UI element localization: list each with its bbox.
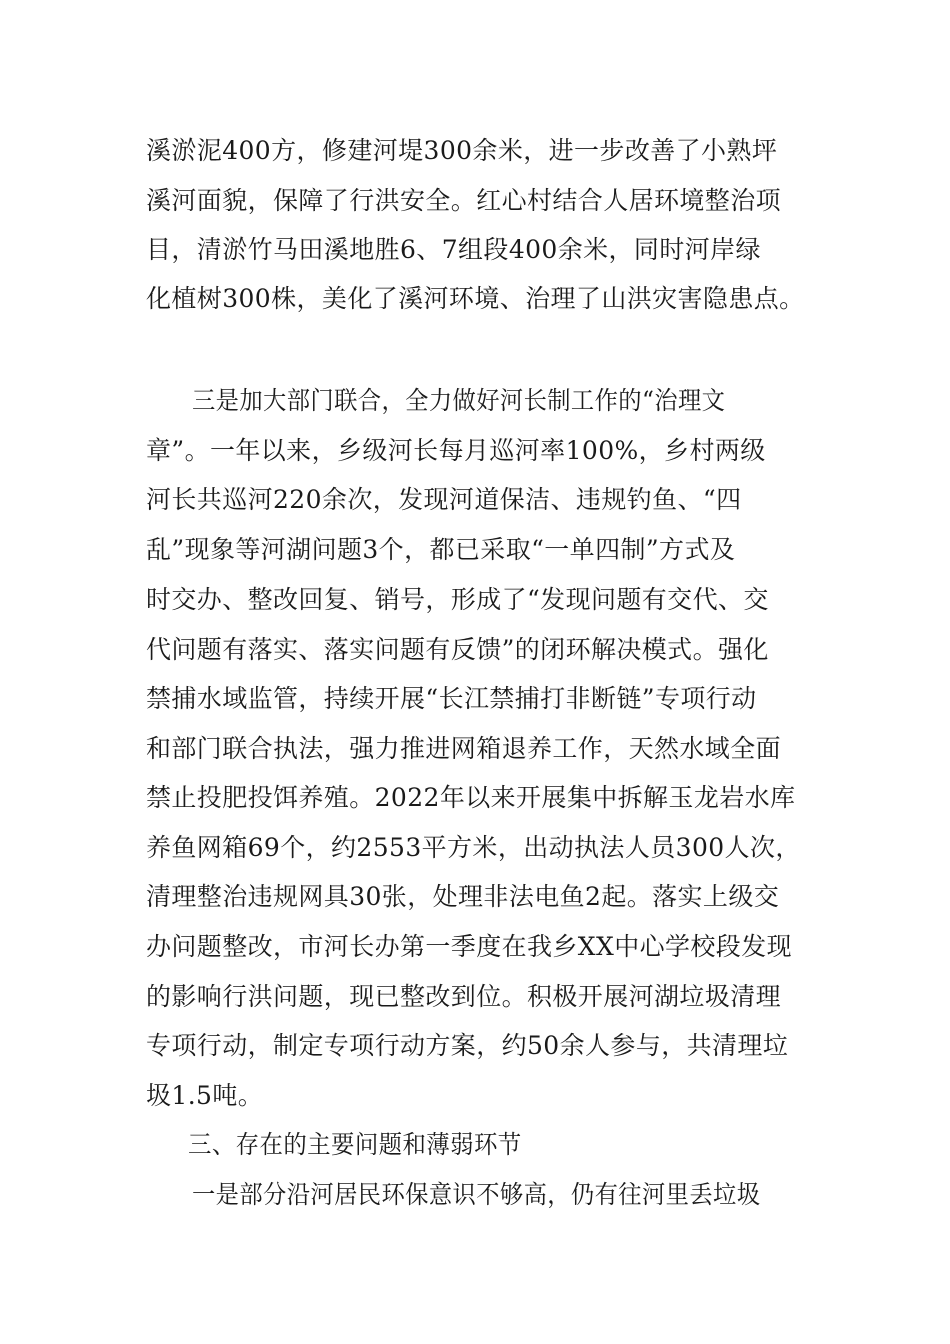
paragraph-1-line: 目，清淤竹马田溪地胜6、7组段400余米，同时河岸绿: [146, 235, 761, 264]
paragraph-2-line: 专项行动，制定专项行动方案，约50余人参与，共清理垃: [146, 1031, 789, 1060]
paragraph-2-line: 三是加大部门联合，全力做好河长制工作的“治理文: [192, 386, 726, 415]
paragraph-2-line: 办问题整改，市河长办第一季度在我乡XX中心学校段发现: [146, 932, 792, 961]
paragraph-1-line: 溪河面貌，保障了行洪安全。红心村结合人居环境整治项: [146, 186, 782, 215]
paragraph-3-line: 一是部分沿河居民环保意识不够高，仍有往河里丢垃圾: [192, 1180, 761, 1209]
paragraph-2-line: 时交办、整改回复、销号，形成了“发现问题有交代、交: [146, 585, 769, 614]
paragraph-2-line: 河长共巡河220余次，发现河道保洁、违规钓鱼、“四: [146, 485, 742, 514]
paragraph-2-line: 禁止投肥投饵养殖。2022年以来开展集中拆解玉龙岩水库: [146, 783, 796, 812]
paragraph-2-line: 清理整治违规网具30张，处理非法电鱼2起。落实上级交: [146, 882, 780, 911]
paragraph-2-line: 章”。一年以来，乡级河长每月巡河率100%，乡村两级: [146, 436, 766, 465]
paragraph-1-line: 化植树300株，美化了溪河环境、治理了山洪灾害隐患点。: [146, 284, 805, 313]
paragraph-2-line: 圾1.5吨。: [146, 1081, 264, 1110]
section-heading: 三、存在的主要问题和薄弱环节: [188, 1130, 522, 1159]
paragraph-2-line: 的影响行洪问题，现已整改到位。积极开展河湖垃圾清理: [146, 982, 782, 1011]
paragraph-2-line: 禁捕水域监管，持续开展“长江禁捕打非断链”专项行动: [146, 684, 757, 713]
paragraph-1-line: 溪淤泥400方，修建河堤300余米，进一步改善了小熟坪: [146, 136, 778, 165]
paragraph-2-line: 和部门联合执法，强力推进网箱退养工作，天然水域全面: [146, 734, 782, 763]
paragraph-2-line: 乱”现象等河湖问题3个，都已采取“一单四制”方式及: [146, 535, 736, 564]
paragraph-2-line: 养鱼网箱69个，约2553平方米，出动执法人员300人次，: [146, 833, 801, 862]
paragraph-2-line: 代问题有落实、落实问题有反馈”的闭环解决模式。强化: [146, 635, 769, 664]
